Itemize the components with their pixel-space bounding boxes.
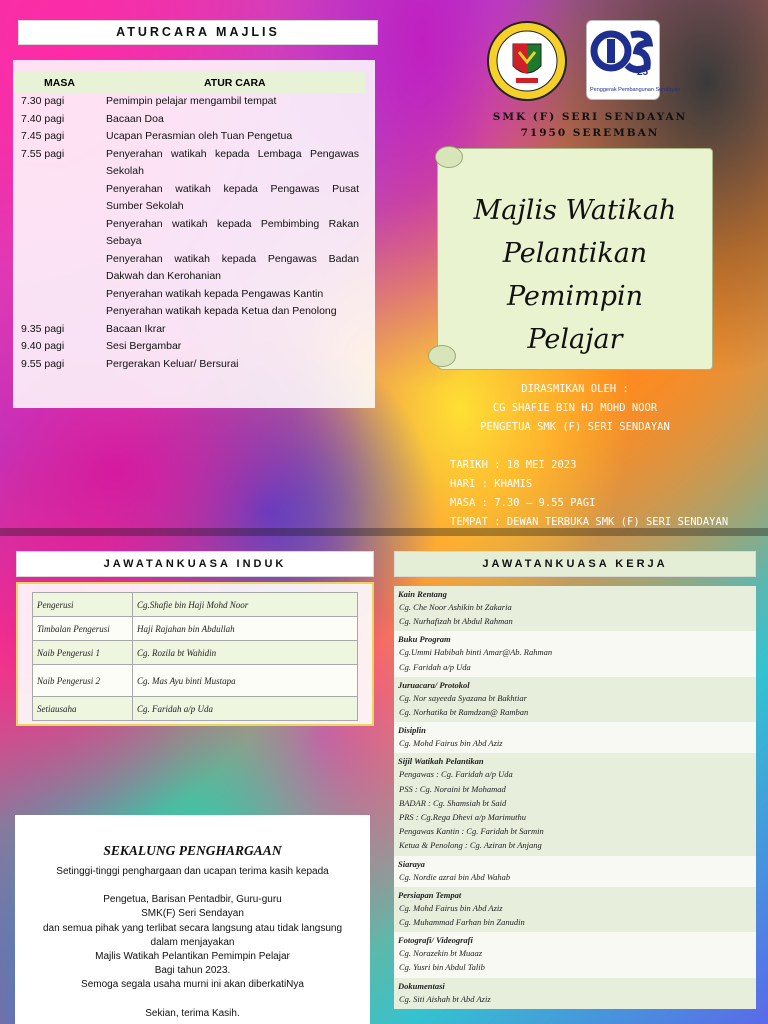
- schedule-item: Penyerahan watikah kepada Pengawas Pusat Sumber Sekolah: [106, 182, 359, 212]
- schedule-time: [13, 216, 106, 251]
- title-scroll: [437, 148, 713, 370]
- penghargaan-panel: [15, 815, 370, 1024]
- logo-number: 25: [637, 67, 649, 78]
- kerja-member: Cg. Siti Aishah bt Abd Aziz: [399, 993, 491, 1004]
- schedule-time: 9.35 pagi: [21, 322, 65, 335]
- kerja-member: PRS : Cg.Rega Dhevi a/p Marimuthu: [399, 812, 527, 823]
- schedule-time: 7.45 pagi: [21, 130, 65, 142]
- kerja-member: Cg. Nor sayeeda Syazana bt Bakhtiar: [399, 692, 527, 703]
- schedule-row: [13, 128, 365, 146]
- event-time: MASA : 7.30 – 9.55 PAGI: [450, 497, 596, 509]
- schedule-item: Penyerahan watikah kepada Ketua dan Penolong: [106, 305, 337, 317]
- penghargaan-line: Semoga segala usaha murni ini akan diberkatiNya: [81, 979, 304, 991]
- kerja-section: [394, 722, 756, 753]
- kerja-member: Cg. Nurhafizah bt Abdul Rahman: [399, 616, 513, 627]
- aturcara-header: [18, 20, 378, 45]
- penghargaan-line: [15, 993, 370, 1007]
- school-name: SMK (F) SERI SENDAYAN: [492, 111, 688, 123]
- kerja-member: Cg. Yusri bin Abdul Talib: [399, 962, 485, 973]
- schedule-row: [13, 286, 365, 304]
- anniversary-logo-icon: [586, 20, 681, 100]
- penghargaan-line: Bagi tahun 2023.: [154, 965, 231, 977]
- event-date: TARIKH : 18 MEI 2023: [450, 459, 577, 471]
- schedule-row: [13, 303, 365, 321]
- kerja-section-title: Sijil Watikah Pelantikan: [398, 756, 484, 767]
- kerja-section: [394, 586, 756, 631]
- schedule-row: [13, 111, 365, 129]
- schedule-item: Penyerahan watikah kepada Pengawas Kantin: [106, 287, 324, 300]
- kerja-section-title: Persiapan Tempat: [398, 889, 462, 900]
- schedule-item: Penyerahan watikah kepada Pengawas Badan Dakwah dan Kerohanian: [106, 252, 359, 282]
- schedule-body: [13, 93, 365, 373]
- title-line2: Pelantikan Pemimpin: [502, 238, 648, 312]
- kerja-member: Ketua & Penolong : Cg. Aziran bt Anjang: [399, 840, 542, 851]
- induk-name: Cg. Rozila bt Wahidin: [133, 641, 358, 665]
- kerja-member: Cg. Nordie azrai bin Abd Wahab: [399, 871, 511, 882]
- kerja-member: Cg. Norhatika bt Ramdzan@ Ramban: [399, 707, 529, 718]
- induk-row: [33, 665, 358, 697]
- schedule-time: 9.40 pagi: [21, 340, 65, 352]
- induk-panel: [16, 582, 374, 726]
- schedule-item: Penyerahan watikah kepada Lembaga Pengawas Sekolah: [106, 147, 359, 177]
- schedule-row: [13, 338, 365, 356]
- schedule-time: 7.30 pagi: [21, 95, 65, 107]
- kerja-section: [394, 856, 756, 887]
- schedule-item: Ucapan Perasmian oleh Tuan Pengetua: [106, 130, 293, 142]
- schedule-item: Sesi Bergambar: [106, 340, 182, 352]
- schedule-time: 9.55 pagi: [21, 357, 65, 370]
- aturcara-title: ATURCARA MAJLIS: [116, 25, 280, 39]
- kerja-section-title: Kain Rentang: [398, 589, 447, 599]
- schedule-row: [13, 146, 365, 181]
- induk-row: [33, 617, 358, 641]
- kerja-section: [394, 677, 756, 722]
- scroll-curl-bottom: [428, 345, 456, 367]
- kerja-section-title: Siaraya: [398, 858, 425, 869]
- schedule-time: 7.40 pagi: [21, 112, 65, 125]
- induk-name: Cg.Shafie bin Haji Mohd Noor: [133, 593, 358, 617]
- kerja-member: Cg. Mohd Fairus bin Abd Aziz: [399, 738, 503, 749]
- kerja-section: [394, 631, 756, 676]
- school-crest-icon: [486, 20, 568, 102]
- penghargaan-text: [15, 865, 370, 1021]
- penghargaan-line: dan semua pihak yang terlibat secara langsung atau tidak langsung: [42, 922, 343, 934]
- kerja-member: BADAR : Cg. Shamsiah bt Said: [399, 797, 507, 808]
- induk-row: [33, 641, 358, 665]
- penghargaan-line: [15, 879, 370, 893]
- kerja-section-title: Buku Program: [398, 634, 451, 645]
- title-line3: Pelajar: [527, 324, 623, 355]
- school-address: 71950 SEREMBAN: [520, 127, 660, 139]
- penghargaan-line: Pengetua, Barisan Pentadbir, Guru-guru: [103, 894, 282, 906]
- officiated-label: DIRASMIKAN OLEH :: [521, 383, 629, 395]
- schedule-time: [13, 286, 106, 304]
- schedule-row: [13, 216, 365, 251]
- kerja-member: Pengawas Kantin : Cg. Faridah bt Sarmin: [399, 826, 544, 837]
- penghargaan-line: Sekian, terima Kasih.: [145, 1007, 240, 1019]
- schedule-time: [13, 303, 106, 321]
- kerja-section: [394, 978, 756, 1009]
- induk-table: [32, 592, 358, 721]
- schedule-item: Penyerahan watikah kepada Pembimbing Rakan Sebaya: [106, 217, 359, 247]
- kerja-section-title: Dokumentasi: [398, 980, 445, 991]
- logo-caption: Penggerak Pembangunan Sendayan: [590, 87, 681, 93]
- kerja-title: JAWATANKUASA KERJA: [482, 558, 668, 570]
- col-aturcara: ATUR CARA: [106, 72, 365, 93]
- kerja-member: Cg.Ummi Habibah binti Amar@Ab. Rahman: [399, 647, 553, 658]
- kerja-section-title: Fotografi/ Videografi: [398, 935, 473, 946]
- schedule-time: [13, 251, 106, 286]
- kerja-section: [394, 753, 756, 855]
- kerja-member: Cg. Che Noor Ashikin bt Zakaria: [399, 602, 512, 612]
- kerja-section: [394, 932, 756, 977]
- penghargaan-line: SMK(F) Seri Sendayan: [141, 908, 244, 920]
- schedule-item: Bacaan Doa: [106, 112, 164, 125]
- officiated-title: PENGETUA SMK (F) SERI SENDAYAN: [480, 421, 670, 433]
- schedule-time: [13, 181, 106, 216]
- kerja-member: Pengawas : Cg. Faridah a/p Uda: [399, 769, 513, 780]
- induk-title: JAWATANKUASA INDUK: [103, 558, 287, 570]
- schedule-row: [13, 181, 365, 216]
- induk-role: Naib Pengerusi 1: [33, 641, 133, 665]
- induk-role: Timbalan Pengerusi: [33, 617, 133, 641]
- schedule-table: [13, 72, 365, 373]
- penghargaan-title: SEKALUNG PENGHARGAAN: [103, 843, 282, 858]
- officiated-name: CG SHAFIE BIN HJ MOHD NOOR: [492, 402, 658, 414]
- penghargaan-line: Setinggi-tinggi penghargaan dan ucapan terima kasih kepada: [56, 866, 329, 877]
- schedule-item: Bacaan Ikrar: [106, 322, 166, 335]
- induk-row: [33, 593, 358, 617]
- event-details: [450, 456, 760, 532]
- officiated-by: [460, 380, 690, 437]
- induk-name: Haji Rajahan bin Abdullah: [133, 617, 358, 641]
- kerja-section-title: Juruacara/ Protokol: [398, 679, 470, 690]
- induk-name: Cg. Mas Ayu binti Mustapa: [133, 665, 358, 697]
- kerja-member: Cg. Faridah a/p Uda: [399, 661, 471, 672]
- induk-row: [33, 697, 358, 721]
- col-masa: MASA: [13, 72, 106, 93]
- kerja-member: Cg. Mohd Fairus bin Abd Aziz: [399, 902, 503, 913]
- schedule-time: 7.55 pagi: [21, 147, 65, 160]
- event-title: [438, 189, 712, 361]
- schedule-item: Pemimpin pelajar mengambil tempat: [106, 95, 277, 107]
- kerja-section-title: Disiplin: [398, 725, 426, 736]
- kerja-member: Cg. Muhammad Farhan bin Zanudin: [399, 917, 525, 928]
- induk-body: [33, 593, 358, 721]
- schedule-row: [13, 321, 365, 339]
- schedule-row: [13, 93, 365, 111]
- induk-role: Pengerusi: [33, 593, 133, 617]
- penghargaan-line: dalam menjayakan: [150, 936, 235, 948]
- induk-header: [16, 551, 374, 577]
- kerja-section: [394, 887, 756, 932]
- kerja-list: [394, 586, 756, 1024]
- penghargaan-line: Majlis Watikah Pelantikan Pemimpin Pelajar: [95, 951, 290, 963]
- event-venue: TEMPAT : DEWAN TERBUKA SMK (F) SERI SENDAYAN: [450, 516, 729, 528]
- induk-name: Cg. Faridah a/p Uda: [133, 697, 358, 721]
- schedule-item: Pergerakan Keluar/ Bersurai: [106, 357, 239, 370]
- event-day: HARI : KHAMIS: [450, 478, 533, 490]
- induk-role: Setiausaha: [33, 697, 133, 721]
- scroll-curl-top: [435, 146, 463, 168]
- kerja-header: [394, 551, 756, 577]
- induk-role: Naib Pengerusi 2: [33, 665, 133, 697]
- schedule-row: [13, 356, 365, 374]
- kerja-member: Cg. Norazekin bt Muaaz: [399, 948, 483, 959]
- aturcara-panel: [13, 60, 375, 408]
- schedule-row: [13, 251, 365, 286]
- title-line1: Majlis Watikah: [473, 195, 677, 226]
- kerja-member: PSS : Cg. Noraini bt Mohamad: [399, 783, 506, 794]
